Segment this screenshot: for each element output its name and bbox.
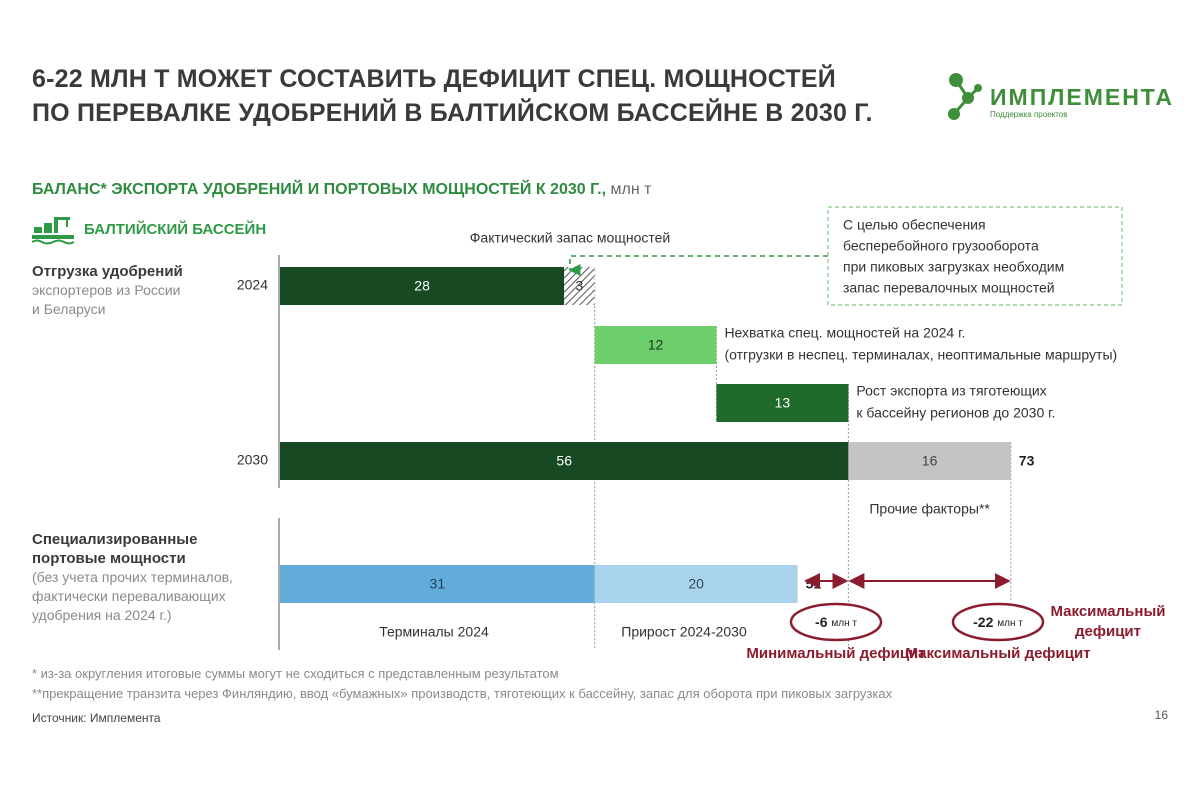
capacity-sub-1: (без учета прочих терминалов, bbox=[32, 569, 233, 585]
row-total-4: 51 bbox=[805, 575, 822, 592]
category-label-0: Терминалы 2024 bbox=[379, 623, 489, 640]
bar-label-0-1: 3 bbox=[575, 277, 584, 294]
row-label-0: 2024 bbox=[236, 276, 268, 293]
reserve-arrow bbox=[570, 256, 828, 270]
bar-label-3-0: 56 bbox=[556, 452, 572, 469]
logo-tagline: Поддержка проектов bbox=[990, 110, 1068, 119]
shipment-sub-1: экспортеров из России bbox=[32, 282, 181, 298]
max-deficit-upper-label-1: дефицит bbox=[1075, 622, 1141, 640]
bar-label-4-1: 20 bbox=[688, 575, 704, 592]
subtitle-text: БАЛАНС* ЭКСПОРТА УДОБРЕНИЙ И ПОРТОВЫХ МОЩНОСТЕЙ К 2030 Г., bbox=[32, 181, 607, 198]
row-label-3: 2030 bbox=[236, 451, 268, 468]
category-label-1: Прирост 2024-2030 bbox=[621, 623, 747, 640]
note-3: Прочие факторы** bbox=[869, 500, 990, 517]
deficit-label-1: Максимальный дефицит bbox=[905, 644, 1091, 662]
callout-line-2: при пиковых загрузках необходим bbox=[843, 258, 1065, 275]
annotation-2-1: к бассейну регионов до 2030 г. bbox=[856, 404, 1056, 421]
callout-line-3: запас перевалочных мощностей bbox=[843, 279, 1055, 296]
annotation-1-0: Нехватка спец. мощностей на 2024 г. bbox=[724, 324, 966, 341]
bar-label-1-0: 12 bbox=[647, 336, 664, 353]
title-line-2: ПО ПЕРЕВАЛКЕ УДОБРЕНИЙ В БАЛТИЙСКОМ БАССЕЙНЕ В 2030 Г. bbox=[32, 99, 873, 127]
bar-label-2-0: 13 bbox=[774, 394, 791, 411]
deficit-label-0: Минимальный дефицит bbox=[746, 644, 926, 662]
source-note: Источник: Имплемента bbox=[32, 711, 161, 725]
footnote-1: * из-за округления итоговые суммы могут не сходиться с представленным результатом bbox=[32, 666, 559, 681]
footnotes bbox=[32, 664, 892, 704]
row-total-3: 73 bbox=[1018, 452, 1035, 469]
capacity-head-1: Специализированные bbox=[32, 531, 198, 548]
subtitle-unit: млн т bbox=[606, 181, 652, 198]
deficit-value-0: -6 млн т bbox=[815, 613, 857, 630]
bar-label-0-0: 28 bbox=[414, 277, 430, 294]
capacity-sub-3: удобрения на 2024 г.) bbox=[32, 607, 172, 623]
callout-line-1: бесперебойного грузооборота bbox=[843, 237, 1039, 254]
annotation-1-1: (отгрузки в неспец. терминалах, неоптимальные маршруты) bbox=[724, 346, 1118, 363]
max-deficit-upper-label-0: Максимальный bbox=[1050, 602, 1166, 620]
footnote-2: **прекращение транзита через Финляндию, ввод «бумажных» производств, тяготеющих к бассейну, запас для оборота при пиковых загрузках bbox=[32, 686, 893, 701]
shipment-head: Отгрузка удобрений bbox=[32, 263, 183, 280]
basin-label: БАЛТИЙСКИЙ БАССЕЙН bbox=[84, 221, 267, 238]
deficit-value-1: -22 млн т bbox=[973, 613, 1023, 630]
logo-name: ИМПЛЕМЕНТА bbox=[990, 84, 1175, 110]
bar-label-4-0: 31 bbox=[429, 575, 446, 592]
annotation-2-0: Рост экспорта из тяготеющих bbox=[856, 382, 1047, 399]
callout-line-0: С целью обеспечения bbox=[843, 216, 986, 233]
bar-label-3-1: 16 bbox=[921, 452, 938, 469]
capacity-head-2: портовые мощности bbox=[32, 550, 186, 567]
actual-reserve-label: Фактический запас мощностей bbox=[469, 229, 671, 246]
title-line-1: 6-22 МЛН Т МОЖЕТ СОСТАВИТЬ ДЕФИЦИТ СПЕЦ. МОЩНОСТЕЙ bbox=[32, 65, 836, 93]
capacity-sub-2: фактически переваливающих bbox=[32, 588, 226, 604]
shipment-sub-2: и Беларуси bbox=[32, 301, 106, 317]
page-number: 16 bbox=[1154, 708, 1168, 722]
